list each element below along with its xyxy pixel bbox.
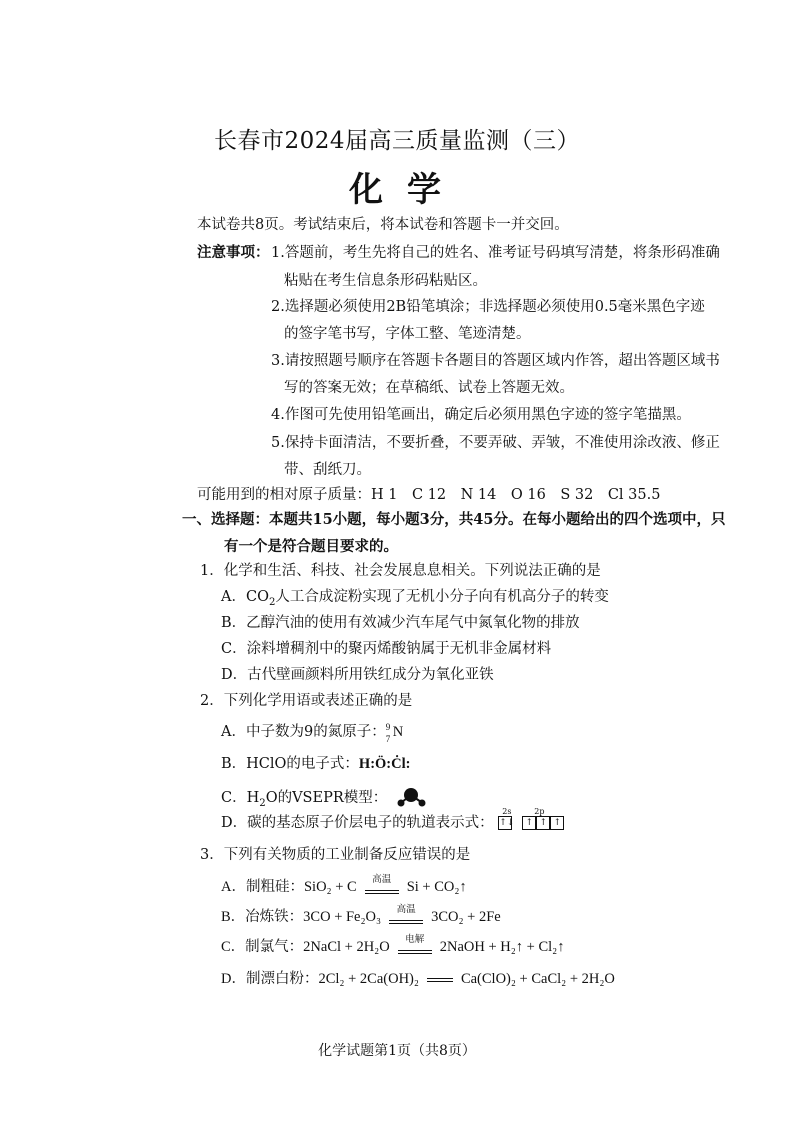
orbital-box-2p-3: ↑: [550, 816, 564, 830]
reaction-arrow: [387, 904, 425, 927]
orbital-box-2p-2: ↑: [536, 816, 550, 830]
q2-option-d: [221, 807, 570, 832]
q3-b-label: B．冶炼铁：: [221, 909, 304, 925]
q2-d-text: D．碳的基态原子价层电子的轨道表示式：: [221, 815, 494, 831]
q2-option-c: [221, 785, 428, 811]
q3-b-cond: 高温: [396, 904, 416, 915]
q1-stem: 1．化学和生活、科技、社会发展息息相关。下列说法正确的是: [200, 563, 601, 579]
section-heading-b: 有一个是符合题目要求的。: [224, 538, 398, 555]
note-5b: 带、刮纸刀。: [284, 462, 371, 478]
q2-c-pre: C．H: [221, 790, 260, 806]
q2-stem: 2．下列化学用语或表述正确的是: [200, 693, 413, 709]
q3-a-right: Si + CO₂↑: [406, 879, 467, 895]
q2-option-b: [221, 755, 410, 773]
orbital-box-2p-1: ↑: [522, 816, 536, 830]
atomic-masses: 可能用到的相对原子质量：H 1 C 12 N 14 O 16 S 32 Cl 35.5: [197, 487, 661, 503]
q2-c-post: O的VSEPR模型：: [265, 790, 388, 806]
q2-c-sub: 2: [259, 797, 266, 809]
intro-text: 本试卷共8页。考试结束后，将本试卷和答题卡一并交回。: [197, 217, 569, 233]
q3-d-right: Ca(ClO)₂ + CaCl₂ + 2H₂O: [460, 971, 615, 987]
note-5a: 5.保持卡面清洁，不要折叠，不要弄破、弄皱，不准使用涂改液、修正: [271, 435, 720, 451]
q3-option-d: [221, 970, 615, 989]
q1-option-d: D．古代壁画颜料所用铁红成分为氧化亚铁: [221, 667, 494, 683]
q3-c-cond: 电解: [405, 934, 425, 945]
note-3b: 写的答案无效；在草稿纸、试卷上答题无效。: [284, 380, 574, 396]
q2-b-text: B．HClO的电子式：: [221, 756, 359, 772]
reaction-arrow: [363, 874, 401, 897]
nuclide-symbol: [386, 722, 408, 742]
q3-a-label: A．制粗硅：: [221, 879, 304, 895]
q3-c-label: C．制氯气：: [221, 939, 304, 955]
note-4: 4.作图可先使用铅笔画出，确定后必须用黑色字迹的签字笔描黑。: [271, 407, 691, 423]
exam-title: 长春市2024届高三质量监测（三）: [213, 128, 581, 154]
note-1a: 1.答题前，考生先将自己的姓名、准考证号码填写清楚，将条形码准确: [271, 245, 720, 261]
note-2a: 2.选择题必须使用2B铅笔填涂；非选择题必须使用0.5毫米黑色字迹: [271, 299, 705, 315]
orbital-box-2s: ↑↓: [499, 818, 515, 828]
q3-a-left: SiO₂ + C: [303, 879, 357, 895]
q3-c-right: 2NaOH + H₂↑ + Cl₂↑: [439, 939, 565, 955]
q3-d-left: 2Cl₂ + 2Ca(OH)₂: [318, 971, 419, 987]
note-1b: 粘贴在考生信息条形码粘贴区。: [284, 273, 487, 289]
nuclide-mass: 9: [385, 722, 391, 732]
page-footer: 化学试题第1页（共8页）: [318, 1043, 476, 1059]
q3-option-b: [221, 904, 501, 927]
orbital-2p-label: 2p: [534, 807, 545, 816]
q3-b-left: 3CO + Fe₂O₃: [303, 909, 382, 925]
q3-stem: 3．下列有关物质的工业制备反应错误的是: [200, 847, 471, 863]
nuclide-z: 7: [385, 734, 391, 744]
q1-a-sub: 2: [268, 596, 276, 608]
vsepr-model-icon: [394, 785, 428, 811]
q3-option-a: [221, 874, 467, 897]
q3-a-cond: 高温: [372, 874, 392, 885]
notes-label: 注意事项：: [197, 244, 270, 261]
orbital-2s-label: 2s: [502, 807, 512, 816]
q3-d-label: D．制漂白粉：: [221, 971, 319, 987]
q1-option-a: [221, 588, 609, 606]
q3-option-c: [221, 934, 565, 957]
q1-option-c: C．涂料增稠剂中的聚丙烯酸钠属于无机非金属材料: [221, 641, 552, 657]
electron-formula: H:Ö:Ċl:: [358, 756, 411, 772]
q2-option-a: [221, 722, 408, 742]
equals-sign: [425, 971, 455, 989]
subject-title: 化学: [349, 170, 465, 210]
q3-b-right: 3CO₂ + 2Fe: [431, 909, 501, 925]
q1-a-post: 人工合成淀粉实现了无机小分子向有机高分子的转变: [275, 589, 609, 605]
q3-c-left: 2NaCl + 2H₂O: [303, 939, 390, 955]
q2-a-text: A．中子数为9的氮原子：: [221, 724, 386, 740]
q1-option-b: B．乙醇汽油的使用有效减少汽车尾气中氮氧化物的排放: [221, 615, 580, 631]
note-3a: 3.请按照题号顺序在答题卡各题目的答题区域内作答，超出答题区域书: [271, 353, 720, 369]
q1-a-pre: A．CO: [221, 589, 269, 605]
nuclide-sym: N: [392, 724, 404, 740]
section-heading-a: 一、选择题：本题共15小题，每小题3分，共45分。在每小题给出的四个选项中，只: [182, 511, 726, 528]
reaction-arrow: [396, 934, 434, 957]
orbital-diagram: [498, 807, 570, 832]
note-2b: 的签字笔书写，字体工整、笔迹清楚。: [284, 326, 531, 342]
